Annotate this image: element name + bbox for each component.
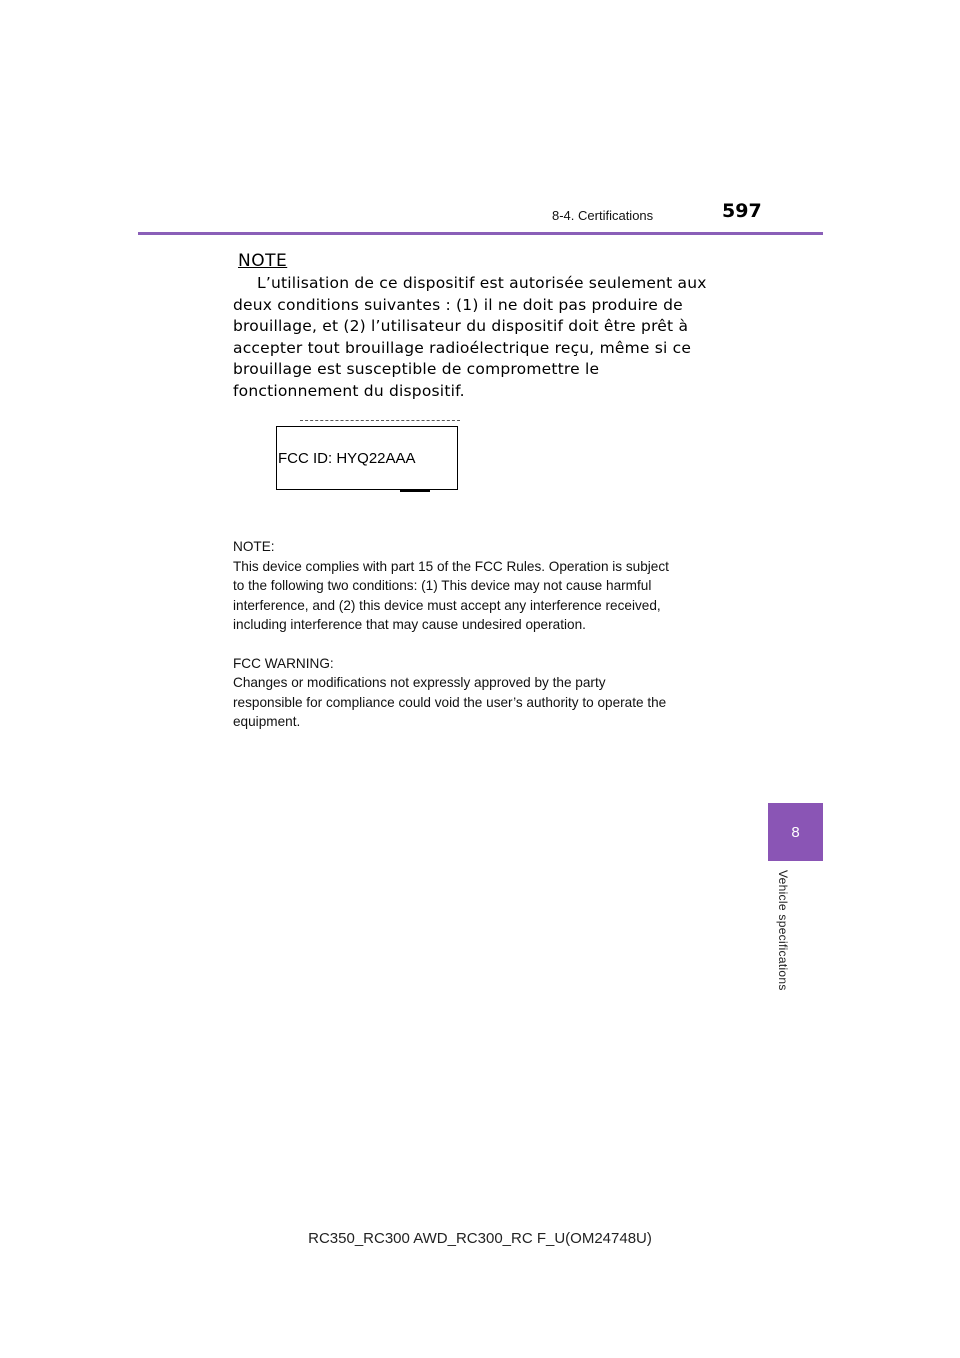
paragraph-gap: [233, 635, 743, 654]
label-top-tick: [300, 420, 460, 422]
english-note-line: to the following two conditions: (1) This device may not cause harmful: [233, 578, 652, 593]
header-rule: [138, 232, 823, 235]
chapter-tab[interactable]: [768, 803, 823, 861]
fcc-warning-line: responsible for compliance could void the user’s authority to operate the: [233, 694, 667, 710]
page-number: 597: [722, 200, 762, 222]
label-bottom-tick: [400, 490, 430, 492]
french-note-line: brouillage est susceptible de compromettre le: [233, 360, 600, 378]
chapter-number: 8: [791, 823, 800, 841]
english-note-line: including interference that may cause undesired operation.: [233, 617, 586, 632]
french-note-body: [233, 273, 753, 402]
french-note-line: L’utilisation de ce dispositif est autorisée seulement aux: [257, 274, 707, 292]
english-note-block: [233, 537, 743, 732]
french-note-line: fonctionnement du dispositif.: [233, 381, 465, 400]
fcc-warning-line: Changes or modifications not expressly approved by the party: [233, 675, 606, 690]
fcc-warning-line: equipment.: [233, 714, 301, 729]
section-title: 8-4. Certifications: [552, 208, 654, 223]
chapter-title-vertical: Vehicle specifications: [776, 870, 790, 991]
fcc-warning-title: FCC WARNING:: [233, 655, 334, 671]
french-note-line: accepter tout brouillage radioélectrique reçu, même si ce: [233, 338, 692, 357]
english-note-title: NOTE:: [233, 539, 275, 554]
document-code: RC350_RC300 AWD_RC300_RC F_U(OM24748U): [308, 1230, 652, 1247]
english-note-line: This device complies with part 15 of the FCC Rules. Operation is subject: [233, 558, 669, 574]
fcc-id-text: FCC ID: HYQ22AAA: [278, 450, 416, 467]
english-note-line: interference, and (2) this device must accept any interference received,: [233, 597, 661, 613]
french-note-title: NOTE: [238, 251, 288, 271]
french-note-line: brouillage, et (2) l’utilisateur du dispositif doit être prêt à: [233, 317, 689, 335]
french-note-line: deux conditions suivantes : (1) il ne doit pas produire de: [233, 295, 683, 314]
